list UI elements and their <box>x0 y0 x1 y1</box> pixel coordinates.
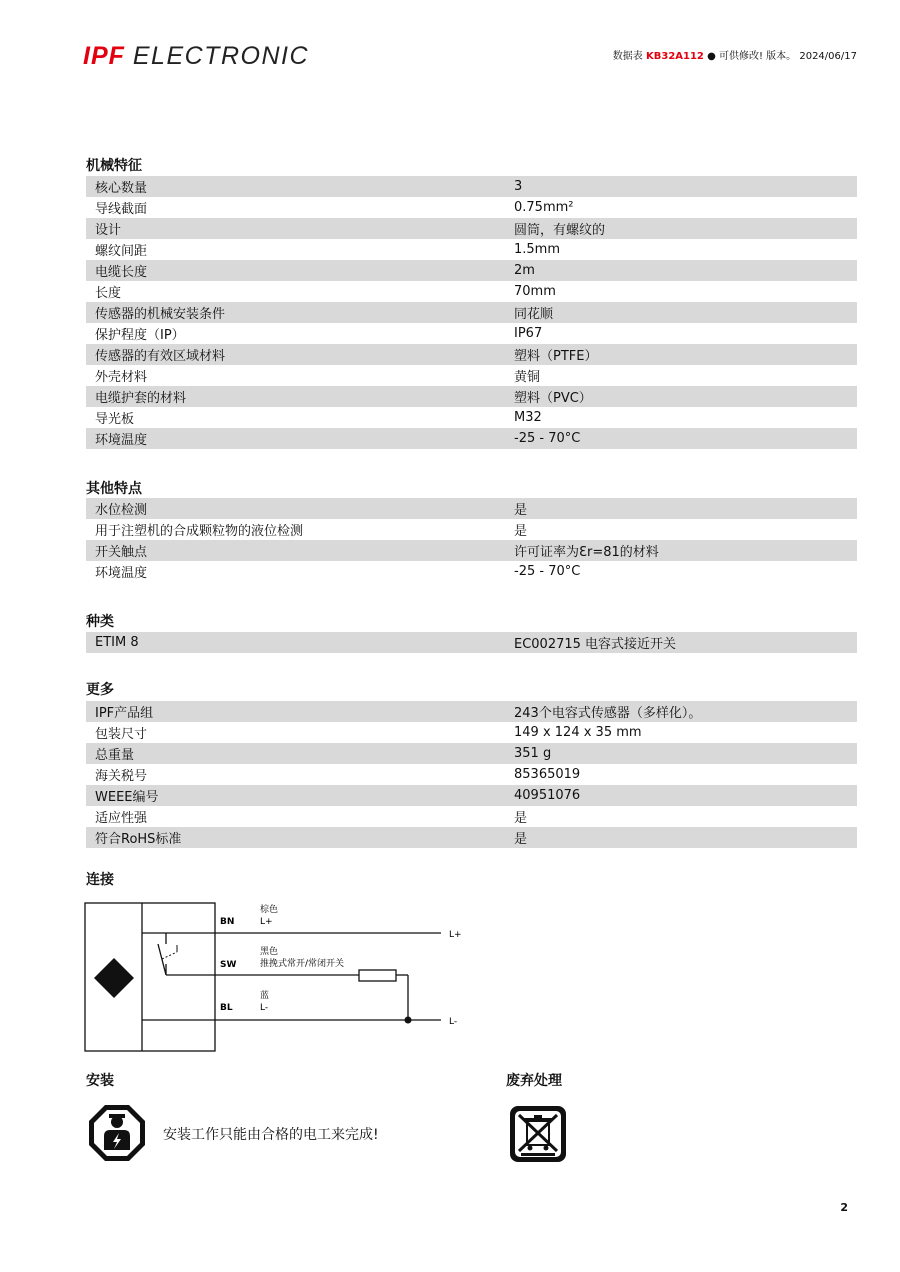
row-value: EC002715 电容式接近开关 <box>514 637 677 652</box>
table-row <box>86 701 857 722</box>
table-row <box>86 827 857 848</box>
row-value: M32 <box>514 410 542 425</box>
row-label: 导线截面 <box>95 202 148 217</box>
row-value: 是 <box>514 811 528 826</box>
row-label: WEEE编号 <box>95 790 159 805</box>
wire-color-sw: 黑色 <box>260 947 279 957</box>
table-row <box>86 428 857 449</box>
doc-prefix: 数据表 <box>612 51 643 62</box>
terminal-minus: L- <box>449 1017 458 1027</box>
table-row <box>86 806 857 827</box>
table-row <box>86 743 857 764</box>
logo-electronic: ELECTRONIC <box>132 42 309 70</box>
wire-signal-bn: L+ <box>260 917 273 927</box>
sensor-diamond-icon <box>94 958 134 998</box>
row-label: IPF产品组 <box>95 706 154 721</box>
row-label: 环境温度 <box>95 566 148 581</box>
table-row <box>86 344 857 365</box>
row-value: -25 - 70°C <box>514 564 581 579</box>
row-label: 适应性强 <box>95 811 148 826</box>
table-row <box>86 561 857 582</box>
terminal-plus: L+ <box>449 930 462 940</box>
row-value: 2m <box>514 263 535 278</box>
table-row <box>86 323 857 344</box>
electrician-icon <box>87 1103 147 1163</box>
company-logo <box>83 42 309 71</box>
row-value: 243个电容式传感器（多样化）。 <box>514 706 702 721</box>
row-value: 塑料（PTFE） <box>514 349 598 364</box>
section-title-category: 种类 <box>86 614 114 630</box>
table-row <box>86 302 857 323</box>
doc-suffix: ● 可供修改! 版本。 2024/06/17 <box>707 51 857 62</box>
section-title-disposal: 废弃处理 <box>506 1073 562 1089</box>
row-label: 用于注塑机的合成颗粒物的液位检测 <box>95 524 304 539</box>
table-more <box>86 701 857 848</box>
table-row <box>86 764 857 785</box>
wire-code-sw: SW <box>220 960 237 970</box>
table-row <box>86 632 857 653</box>
row-value: -25 - 70°C <box>514 431 581 446</box>
section-title-installation: 安装 <box>86 1073 114 1089</box>
row-value: 是 <box>514 503 528 518</box>
table-other <box>86 498 857 582</box>
doc-code: KB32A112 <box>645 51 704 62</box>
row-label: 电缆长度 <box>95 265 148 280</box>
row-value: 许可证率为Ɛr=81的材料 <box>514 545 659 560</box>
table-mechanical <box>86 176 857 449</box>
page-number: 2 <box>840 1201 848 1214</box>
table-row <box>86 498 857 519</box>
row-value: IP67 <box>514 326 543 341</box>
wire-signal-sw: 推挽式常开/常闭开关 <box>260 959 345 969</box>
row-label: 传感器的有效区域材料 <box>95 349 226 364</box>
row-label: 开关触点 <box>95 545 148 560</box>
table-row <box>86 218 857 239</box>
wire-signal-bl: L- <box>260 1003 269 1013</box>
row-label: 符合RoHS标准 <box>95 832 182 847</box>
row-label: 环境温度 <box>95 433 148 448</box>
table-row <box>86 197 857 218</box>
row-value: 1.5mm <box>514 242 561 257</box>
table-row <box>86 260 857 281</box>
row-label: 电缆护套的材料 <box>95 391 187 406</box>
row-label: 外壳材料 <box>95 370 148 385</box>
section-title-other: 其他特点 <box>86 481 142 497</box>
section-title-more: 更多 <box>86 682 114 698</box>
row-label: ETIM 8 <box>95 635 139 650</box>
section-title-connection: 连接 <box>86 872 114 888</box>
table-row <box>86 281 857 302</box>
row-value: 塑料（PVC） <box>514 391 592 406</box>
row-label: 保护程度（IP） <box>95 328 185 343</box>
wire-code-bl: BL <box>220 1003 233 1013</box>
logo-ipf: IPF <box>83 42 125 70</box>
section-title-mechanical: 机械特征 <box>86 158 142 174</box>
table-row <box>86 722 857 743</box>
row-value: 同花顺 <box>514 307 554 322</box>
table-row <box>86 386 857 407</box>
row-label: 包装尺寸 <box>95 727 148 742</box>
row-label: 总重量 <box>95 748 135 763</box>
table-category <box>86 632 857 653</box>
table-row <box>86 239 857 260</box>
row-label: 导光板 <box>95 412 135 427</box>
row-label: 核心数量 <box>95 181 148 196</box>
installation-text: 安装工作只能由合格的电工来完成! <box>163 1127 379 1143</box>
row-value: 351 g <box>514 746 552 761</box>
row-label: 长度 <box>95 286 122 301</box>
row-value: 0.75mm² <box>514 200 574 215</box>
row-value: 圆筒，有螺纹的 <box>514 223 606 238</box>
row-value: 是 <box>514 832 528 847</box>
row-value: 黄铜 <box>514 370 541 385</box>
row-label: 传感器的机械安装条件 <box>95 307 226 322</box>
row-value: 85365019 <box>514 767 581 782</box>
weee-bin-icon <box>508 1104 568 1164</box>
row-value: 是 <box>514 524 528 539</box>
row-label: 螺纹间距 <box>95 244 148 259</box>
document-header <box>613 47 857 62</box>
table-row <box>86 785 857 806</box>
wire-code-bn: BN <box>220 917 235 927</box>
table-row <box>86 176 857 197</box>
row-value: 40951076 <box>514 788 581 803</box>
table-row <box>86 365 857 386</box>
wire-color-bn: 棕色 <box>260 905 279 915</box>
row-value: 70mm <box>514 284 556 299</box>
wiring-diagram <box>84 900 474 1055</box>
row-label: 水位检测 <box>95 503 148 518</box>
table-row <box>86 519 857 540</box>
table-row <box>86 540 857 561</box>
wire-color-bl: 蓝 <box>260 991 270 1001</box>
table-row <box>86 407 857 428</box>
row-value: 149 x 124 x 35 mm <box>514 725 642 740</box>
row-label: 设计 <box>95 223 122 238</box>
load-resistor <box>359 970 396 981</box>
row-value: 3 <box>514 179 523 194</box>
row-label: 海关税号 <box>95 769 148 784</box>
